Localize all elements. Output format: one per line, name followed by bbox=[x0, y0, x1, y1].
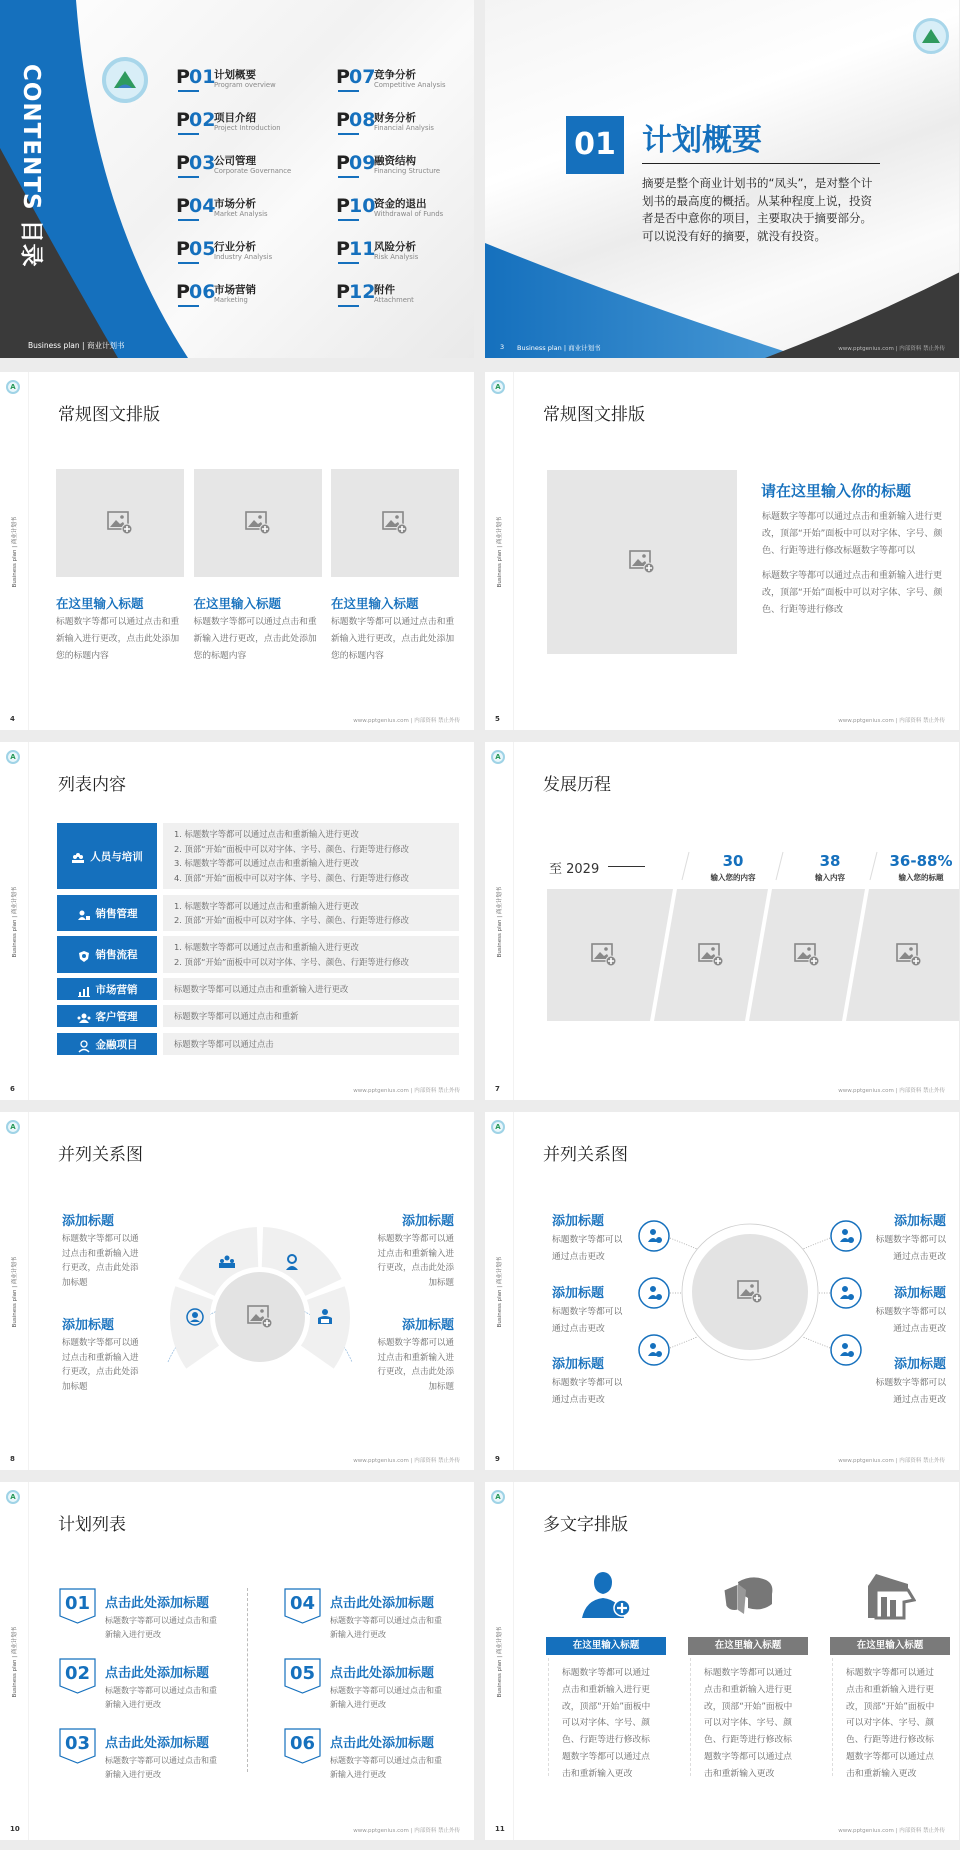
list-row-content bbox=[163, 936, 459, 973]
contents-item-p: P bbox=[176, 66, 190, 88]
list-row-label-text: 销售流程 bbox=[95, 949, 138, 961]
side-divider bbox=[513, 1482, 514, 1840]
side-divider bbox=[28, 742, 29, 1100]
contents-item-title: 项目介绍 bbox=[214, 112, 256, 124]
contents-item-subtitle: Industry Analysis bbox=[214, 253, 273, 261]
block-title: 添加标题 bbox=[552, 1286, 605, 1301]
number-badge-text: 02 bbox=[64, 1663, 91, 1684]
contents-item-title: 市场营销 bbox=[214, 284, 256, 296]
side-divider bbox=[513, 372, 514, 730]
ring-segment bbox=[170, 1286, 219, 1368]
contents-item-title: 公司管理 bbox=[214, 155, 256, 167]
contents-item-title: 行业分析 bbox=[214, 241, 256, 253]
contents-item[interactable] bbox=[176, 107, 326, 137]
side-label: Business plan | 商业计划书 bbox=[497, 516, 503, 588]
finance-icon bbox=[77, 1038, 91, 1051]
contents-item-underline bbox=[178, 219, 199, 221]
page-number: 3 bbox=[500, 343, 505, 351]
page-number: 8 bbox=[10, 1455, 15, 1463]
card-title: 在这里输入标题 bbox=[331, 596, 419, 611]
slide-title: 多文字排版 bbox=[543, 1515, 628, 1535]
footer-url: www.pptgenius.com | 内部资料 禁止外传 bbox=[353, 1458, 460, 1464]
slide-image-text-single[interactable] bbox=[485, 372, 959, 730]
contents-item-underline bbox=[338, 262, 359, 264]
contents-item-subtitle: Corporate Governance bbox=[214, 167, 292, 175]
list-row-line: 2. 顶部“开始”面板中可以对字体、字号、颜色、行距等进行修改 bbox=[174, 843, 409, 854]
list-row-label[interactable] bbox=[57, 936, 157, 973]
contents-item-number: 10 bbox=[349, 195, 376, 217]
item-body: 标题数字等都可以通过点击和重新输入进行更改 bbox=[330, 1616, 442, 1639]
group-icon bbox=[218, 1253, 236, 1271]
contents-item-subtitle: Attachment bbox=[374, 296, 414, 304]
paragraph: 标题数字等都可以通过点击和重新输入进行更改，顶部“开始”面板中可以对字体、字号、颜色、行距等进行修改标题数字等都可以 bbox=[762, 512, 943, 556]
contents-item-title: 竞争分析 bbox=[374, 69, 416, 81]
item-title: 点击此处添加标题 bbox=[105, 1596, 210, 1611]
slide-title: 发展历程 bbox=[543, 775, 611, 795]
list-row-line: 2. 顶部“开始”面板中可以对字体、字号、颜色、行距等进行修改 bbox=[174, 956, 409, 967]
block-body: 标题数字等都可以通过点击更改 bbox=[875, 1235, 946, 1262]
item-body: 标题数字等都可以通过点击和重新输入进行更改 bbox=[330, 1756, 442, 1779]
add-image-icon bbox=[629, 550, 655, 574]
add-image-icon bbox=[698, 943, 724, 967]
footer-url: www.pptgenius.com | 内部资料 禁止外传 bbox=[838, 718, 945, 724]
contents-footer: Business plan | 商业计划书 bbox=[28, 341, 125, 350]
stat-label: 输入您的内容 bbox=[710, 873, 756, 882]
block-body: 标题数字等都可以通过点击和重新输入进行更改，点击此处添加标题 bbox=[62, 1338, 139, 1392]
list-row-line: 标题数字等都可以通过点击 bbox=[174, 1038, 274, 1049]
item-body: 标题数字等都可以通过点击和重新输入进行更改 bbox=[330, 1686, 442, 1709]
stat-label: 输入您的标题 bbox=[898, 873, 944, 882]
qr-scan-icon bbox=[837, 1284, 855, 1302]
contents-item-subtitle: Program overview bbox=[214, 81, 276, 89]
list-row-content bbox=[163, 895, 459, 931]
column-divider bbox=[690, 1658, 691, 1776]
contents-item-title: 附件 bbox=[374, 284, 395, 296]
add-image-icon bbox=[591, 943, 617, 967]
block-title: 添加标题 bbox=[552, 1214, 605, 1229]
ring-segment bbox=[301, 1286, 350, 1368]
card-body: 标题数字等都可以通过点击和重新输入进行更改，点击此处添加您的标题内容 bbox=[331, 617, 455, 661]
contents-item[interactable] bbox=[336, 150, 474, 180]
user-mail-icon bbox=[837, 1227, 855, 1245]
item-body: 标题数字等都可以通过点击和重新输入进行更改 bbox=[105, 1616, 217, 1639]
contents-item-title: 资金的退出 bbox=[374, 198, 427, 210]
card-title: 在这里输入标题 bbox=[56, 596, 144, 611]
list-row-line: 标题数字等都可以通过点击和重新输入进行更改 bbox=[174, 983, 349, 994]
contents-item-number: 09 bbox=[349, 152, 376, 174]
item-body: 标题数字等都可以通过点击和重新输入进行更改 bbox=[105, 1686, 217, 1709]
woman-add-icon bbox=[580, 1570, 632, 1620]
card-title: 在这里输入标题 bbox=[193, 596, 282, 611]
block-body: 标题数字等都可以通过点击和重新输入进行更改，点击此处添加标题 bbox=[62, 1234, 139, 1288]
logo-icon: A bbox=[6, 750, 20, 764]
list-row-label-text: 销售管理 bbox=[95, 907, 138, 920]
add-image-icon bbox=[382, 511, 408, 535]
column-header[interactable]: 在这里输入标题 bbox=[830, 1637, 950, 1655]
item-title: 点击此处添加标题 bbox=[330, 1666, 435, 1681]
slide-title: 列表内容 bbox=[58, 775, 126, 795]
contents-item-underline bbox=[338, 305, 359, 307]
number-badge-text: 04 bbox=[289, 1593, 316, 1614]
contents-item[interactable] bbox=[336, 193, 474, 223]
block-title: 添加标题 bbox=[893, 1286, 946, 1301]
slide-plan-list[interactable] bbox=[0, 1482, 474, 1840]
add-image-icon bbox=[247, 1305, 273, 1329]
list-row-label[interactable] bbox=[57, 1005, 157, 1027]
block-title: 添加标题 bbox=[893, 1214, 946, 1229]
contents-item-subtitle: Withdrawal of Funds bbox=[374, 210, 444, 218]
logo-icon: A bbox=[6, 1120, 20, 1134]
block-title: 添加标题 bbox=[893, 1357, 946, 1372]
support-icon bbox=[284, 1253, 302, 1271]
number-badge bbox=[59, 1588, 96, 1624]
slide-contents[interactable] bbox=[0, 0, 474, 358]
team-icon bbox=[71, 850, 85, 863]
school-logo bbox=[913, 18, 949, 54]
footer-url: www.pptgenius.com | 内部资料 禁止外传 bbox=[838, 1828, 945, 1834]
contents-item-underline bbox=[178, 262, 199, 264]
list-row-label[interactable] bbox=[57, 1033, 157, 1055]
number-badge-text: 03 bbox=[64, 1733, 91, 1754]
list-row-content bbox=[163, 823, 459, 889]
pie-3d-icon bbox=[722, 1570, 774, 1620]
block-body: 标题数字等都可以通过点击更改 bbox=[552, 1378, 623, 1405]
person-circle-icon bbox=[186, 1308, 204, 1326]
page-number: 9 bbox=[495, 1455, 500, 1463]
list-row-content bbox=[163, 1033, 459, 1055]
slide-title: 常规图文排版 bbox=[543, 405, 645, 425]
image-placeholder[interactable] bbox=[547, 470, 737, 654]
list-row-label-text: 客户管理 bbox=[95, 1010, 138, 1023]
list-row-label[interactable] bbox=[57, 978, 157, 1000]
column-body: 标题数字等都可以通过点击和重新输入进行更改，顶部“开始”面板中可以对字体、字号、颜色、行距等进行修改标题数字等都可以通过点击和重新输入更改 bbox=[562, 1668, 651, 1779]
number-badge bbox=[284, 1728, 321, 1764]
add-image-icon bbox=[245, 511, 271, 535]
item-body: 标题数字等都可以通过点击和重新输入进行更改 bbox=[105, 1756, 217, 1779]
stat-value: 30 bbox=[722, 852, 744, 870]
contents-item-underline bbox=[338, 133, 359, 135]
section-title: 计划概要 bbox=[642, 123, 762, 158]
list-row-line: 3. 标题数字等都可以通过点击和重新输入进行更改 bbox=[174, 858, 359, 868]
contents-item-p: P bbox=[336, 195, 350, 217]
page-number: 4 bbox=[10, 715, 15, 723]
block-title: 添加标题 bbox=[62, 1214, 115, 1229]
contents-item-number: 02 bbox=[189, 109, 216, 131]
block-title: 添加标题 bbox=[552, 1357, 605, 1372]
logo-icon: A bbox=[491, 1490, 505, 1504]
since-label: 至 2029 bbox=[549, 862, 600, 877]
card-body: 标题数字等都可以通过点击和重新输入进行更改，点击此处添加您的标题内容 bbox=[56, 617, 180, 661]
block-title: 添加标题 bbox=[62, 1318, 115, 1333]
side-label: Business plan | 商业计划书 bbox=[12, 516, 18, 588]
content-heading: 请在这里输入你的标题 bbox=[761, 482, 912, 500]
list-row-label-text: 金融项目 bbox=[95, 1038, 138, 1051]
footer-url: www.pptgenius.com | 内部资料 禁止外传 bbox=[838, 1088, 945, 1094]
block-body: 标题数字等都可以通过点击和重新输入进行更改，点击此处添加标题 bbox=[377, 1234, 454, 1288]
contents-item-subtitle: Financing Structure bbox=[374, 167, 441, 175]
building-icon bbox=[837, 1341, 855, 1359]
section-footer: Business plan | 商业计划书 bbox=[517, 344, 601, 352]
footer-url: www.pptgenius.com | 内部资料 禁止外传 bbox=[353, 718, 460, 724]
block-title: 添加标题 bbox=[401, 1318, 454, 1333]
number-badge-text: 05 bbox=[289, 1663, 316, 1684]
contents-item-number: 07 bbox=[349, 66, 376, 88]
contents-item[interactable] bbox=[336, 64, 474, 94]
logo-icon: A bbox=[6, 1490, 20, 1504]
side-label: Business plan | 商业计划书 bbox=[497, 886, 503, 958]
user-manage-icon bbox=[77, 907, 91, 920]
slide-image-text-three[interactable] bbox=[0, 372, 474, 730]
contents-item-p: P bbox=[176, 109, 190, 131]
contents-item-p: P bbox=[176, 195, 190, 217]
footer-url: www.pptgenius.com | 内部资料 禁止外传 bbox=[838, 346, 945, 352]
page-number: 7 bbox=[495, 1085, 500, 1093]
add-image-icon bbox=[896, 943, 922, 967]
column-divider bbox=[832, 1658, 833, 1776]
contents-item[interactable] bbox=[336, 107, 474, 137]
block-body: 标题数字等都可以通过点击更改 bbox=[552, 1307, 623, 1334]
column-divider bbox=[548, 1658, 549, 1776]
slide-title: 并列关系图 bbox=[543, 1145, 628, 1165]
contents-item-underline bbox=[338, 176, 359, 178]
contents-item[interactable] bbox=[336, 236, 474, 266]
block-body: 标题数字等都可以通过点击和重新输入进行更改，点击此处添加标题 bbox=[377, 1338, 454, 1392]
page-number: 6 bbox=[10, 1085, 15, 1093]
side-divider bbox=[28, 372, 29, 730]
column-header[interactable]: 在这里输入标题 bbox=[688, 1637, 808, 1655]
image-placeholder[interactable] bbox=[331, 469, 459, 577]
contents-item-title: 风险分析 bbox=[374, 241, 416, 253]
semicircle-diagram bbox=[0, 1112, 474, 1470]
logo-icon: A bbox=[491, 380, 505, 394]
list-row-content bbox=[163, 978, 459, 1000]
side-label: Business plan | 商业计划书 bbox=[12, 1626, 18, 1698]
footer-url: www.pptgenius.com | 内部资料 禁止外传 bbox=[353, 1828, 460, 1834]
contents-item-title: 计划概要 bbox=[214, 69, 256, 81]
contents-item-p: P bbox=[336, 152, 350, 174]
list-row-content bbox=[163, 1005, 459, 1027]
contents-item[interactable] bbox=[176, 64, 326, 94]
contents-heading bbox=[17, 64, 50, 268]
user-add-icon bbox=[645, 1227, 663, 1245]
contents-item-subtitle: Project Introduction bbox=[214, 124, 281, 132]
warehouse-icon bbox=[864, 1570, 916, 1620]
contents-item-title: 市场分析 bbox=[214, 198, 256, 210]
contents-item-underline bbox=[338, 90, 359, 92]
card-body: 标题数字等都可以通过点击和重新输入进行更改，点击此处添加您的标题内容 bbox=[193, 617, 317, 661]
contents-item-number: 03 bbox=[189, 152, 216, 174]
item-title: 点击此处添加标题 bbox=[105, 1666, 210, 1681]
contents-item-subtitle: Financial Analysis bbox=[374, 124, 434, 132]
contents-item-number: 01 bbox=[189, 66, 216, 88]
contents-item-number: 04 bbox=[189, 195, 216, 217]
item-title: 点击此处添加标题 bbox=[330, 1596, 435, 1611]
slide-title: 计划列表 bbox=[58, 1515, 126, 1535]
page-number: 10 bbox=[10, 1825, 20, 1833]
list-row-label-text: 人员与培训 bbox=[90, 850, 143, 863]
contents-item[interactable] bbox=[336, 279, 474, 309]
page-number: 5 bbox=[495, 715, 500, 723]
contents-item-p: P bbox=[336, 66, 350, 88]
contents-item-number: 08 bbox=[349, 109, 376, 131]
slide-timeline[interactable] bbox=[485, 742, 959, 1100]
side-divider bbox=[28, 1482, 29, 1840]
contents-heading-cn: 目录 bbox=[18, 219, 44, 268]
contents-item-underline bbox=[178, 176, 199, 178]
number-badge-text: 06 bbox=[289, 1733, 316, 1754]
contents-item-p: P bbox=[336, 109, 350, 131]
reader-icon bbox=[316, 1308, 334, 1326]
slide-list-content[interactable] bbox=[0, 742, 474, 1100]
page-number: 11 bbox=[495, 1825, 505, 1833]
column-divider bbox=[247, 1588, 248, 1772]
number-badge bbox=[59, 1658, 96, 1694]
list-row-line: 标题数字等都可以通过点击和重新 bbox=[174, 1010, 299, 1021]
logo-icon: A bbox=[491, 1120, 505, 1134]
contents-heading-en: CONTENTS bbox=[18, 64, 44, 211]
block-body: 标题数字等都可以通过点击更改 bbox=[875, 1307, 946, 1334]
add-image-icon bbox=[794, 943, 820, 967]
list-row-line: 1. 标题数字等都可以通过点击和重新输入进行更改 bbox=[174, 942, 359, 952]
slide-section-01[interactable] bbox=[485, 0, 959, 358]
block-body: 标题数字等都可以通过点击更改 bbox=[552, 1235, 623, 1262]
contents-item-number: 11 bbox=[349, 238, 376, 260]
section-body: 摘要是整个商业计划书的“凤头”，是对整个计划书的最高度的概括。从某种程度上说，投资者是否中意你的项目，主要取决于摘要部分。可以说没有好的摘要，就没有投资。 bbox=[642, 176, 873, 243]
block-title: 添加标题 bbox=[401, 1214, 454, 1229]
contents-item[interactable] bbox=[176, 279, 326, 309]
bar-chart-icon bbox=[77, 983, 91, 996]
contents-item-number: 06 bbox=[189, 281, 216, 303]
contents-item-underline bbox=[178, 305, 199, 307]
contents-item-title: 财务分析 bbox=[374, 112, 416, 124]
list-row-line: 2. 顶部“开始”面板中可以对字体、字号、颜色、行距等进行修改 bbox=[174, 915, 409, 925]
slide-title: 常规图文排版 bbox=[58, 405, 160, 425]
list-row-label-text: 市场营销 bbox=[95, 983, 138, 996]
list-row-label[interactable] bbox=[57, 895, 157, 931]
logo-icon: A bbox=[6, 380, 20, 394]
contents-item-subtitle: Risk Analysis bbox=[374, 253, 419, 261]
contents-item-subtitle: Marketing bbox=[214, 296, 248, 304]
contents-item-underline bbox=[178, 90, 199, 92]
image-placeholder[interactable] bbox=[56, 469, 184, 577]
image-placeholder[interactable] bbox=[194, 469, 322, 577]
list-row-line: 1. 标题数字等都可以通过点击和重新输入进行更改 bbox=[174, 900, 359, 911]
side-label: Business plan | 商业计划书 bbox=[497, 1626, 503, 1698]
contents-item[interactable] bbox=[176, 193, 326, 223]
list-row-line: 1. 标题数字等都可以通过点击和重新输入进行更改 bbox=[174, 829, 359, 839]
section-number-badge: 01 bbox=[566, 116, 624, 174]
add-image-icon bbox=[107, 511, 133, 535]
section-divider bbox=[642, 163, 880, 164]
contents-item-p: P bbox=[176, 238, 190, 260]
contents-item[interactable] bbox=[176, 236, 326, 266]
contents-item[interactable] bbox=[176, 150, 326, 180]
contents-item-title: 融资结构 bbox=[374, 155, 416, 167]
side-divider bbox=[513, 742, 514, 1100]
logo-icon: A bbox=[491, 750, 505, 764]
contents-item-p: P bbox=[336, 281, 350, 303]
stat-value: 36-88% bbox=[889, 852, 953, 870]
number-badge bbox=[284, 1588, 321, 1624]
number-badge bbox=[59, 1728, 96, 1764]
pie-chart-icon bbox=[645, 1284, 663, 1302]
column-body: 标题数字等都可以通过点击和重新输入进行更改，顶部“开始”面板中可以对字体、字号、颜色、行距等进行修改标题数字等都可以通过点击和重新输入更改 bbox=[846, 1668, 935, 1779]
shield-icon bbox=[77, 948, 91, 961]
side-divider bbox=[28, 1112, 29, 1470]
column-body: 标题数字等都可以通过点击和重新输入进行更改，顶部“开始”面板中可以对字体、字号、颜色、行距等进行修改标题数字等都可以通过点击和重新输入更改 bbox=[704, 1668, 793, 1779]
timeline-image-strip bbox=[485, 742, 959, 1100]
side-label: Business plan | 商业计划书 bbox=[12, 886, 18, 958]
contents-item-subtitle: Market Analysis bbox=[214, 210, 268, 218]
add-image-icon bbox=[737, 1280, 763, 1304]
contents-item-subtitle: Competitive Analysis bbox=[374, 81, 446, 89]
number-badge-text: 01 bbox=[64, 1593, 91, 1614]
stat-label: 输入内容 bbox=[815, 873, 845, 882]
footer-url: www.pptgenius.com | 内部资料 禁止外传 bbox=[838, 1458, 945, 1464]
school-logo bbox=[102, 57, 148, 103]
number-badge bbox=[284, 1658, 321, 1694]
slide-multi-text[interactable] bbox=[485, 1482, 959, 1840]
contents-item-p: P bbox=[336, 238, 350, 260]
item-title: 点击此处添加标题 bbox=[105, 1736, 210, 1751]
stat-value: 38 bbox=[819, 852, 841, 870]
customers-icon bbox=[77, 1010, 91, 1023]
list-row-line: 4. 顶部“开始”面板中可以对字体、字号、颜色、行距等进行修改 bbox=[174, 872, 409, 883]
list-row-label[interactable] bbox=[57, 823, 157, 889]
contents-item-number: 12 bbox=[349, 281, 376, 303]
slide-parallel-radial[interactable] bbox=[485, 1112, 959, 1470]
contents-item-underline bbox=[338, 219, 359, 221]
side-divider bbox=[513, 1112, 514, 1470]
slide-title: 并列关系图 bbox=[58, 1145, 143, 1165]
slide-parallel-semicircle[interactable] bbox=[0, 1112, 474, 1470]
contents-item-number: 05 bbox=[189, 238, 216, 260]
column-header[interactable]: 在这里输入标题 bbox=[546, 1637, 666, 1655]
item-title: 点击此处添加标题 bbox=[330, 1736, 435, 1751]
paragraph: 标题数字等都可以通过点击和重新输入进行更改，顶部“开始”面板中可以对字体、字号、颜色、行距等进行修改 bbox=[762, 571, 943, 615]
side-label: Business plan | 商业计划书 bbox=[12, 1256, 18, 1328]
contents-item-p: P bbox=[176, 152, 190, 174]
footer-url: www.pptgenius.com | 内部资料 禁止外传 bbox=[353, 1088, 460, 1094]
side-label: Business plan | 商业计划书 bbox=[497, 1256, 503, 1328]
mobile-icon bbox=[645, 1341, 663, 1359]
contents-item-p: P bbox=[176, 281, 190, 303]
contents-item-underline bbox=[178, 133, 199, 135]
block-body: 标题数字等都可以通过点击更改 bbox=[875, 1378, 946, 1405]
